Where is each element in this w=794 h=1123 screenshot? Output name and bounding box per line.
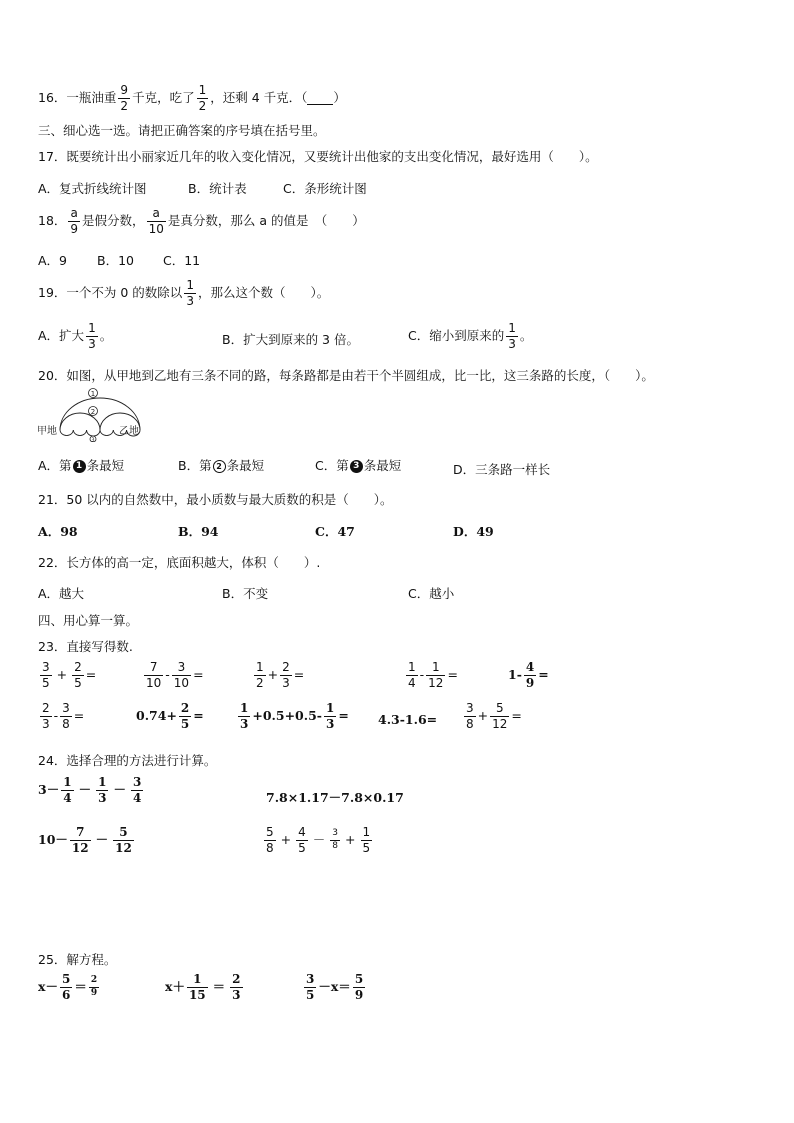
path-marker-1: 1 [90, 390, 96, 398]
circled-number-3: 3 [350, 460, 363, 473]
question-number: 16． [38, 89, 67, 105]
option-d[interactable]: D．49 [453, 524, 494, 539]
question-16: 16． 一瓶油重 $\frac{9}{2}$ 千克，吃了 $\frac{1}{2}$ ，还剩 4 千克．（ ） [38, 83, 346, 113]
expression: 4.3-1.6= [378, 712, 438, 727]
equation: x－ $\frac{5}{6}$ ＝ $\frac{2}{9}$ [38, 972, 98, 1002]
section-heading: 三、细心选一选。请把正确答案的序号填在括号里。 [38, 123, 326, 138]
question-23: 23．直接写得数. [38, 639, 133, 654]
option-c[interactable]: C．第 3 条最短 [315, 458, 402, 474]
fraction: $\frac{1}{3}$ [508, 321, 516, 351]
expression: $\frac{1}{3}$ +0.5+0.5- $\frac{1}{3}$ = [240, 701, 349, 731]
fraction: $\frac{1}{3}$ [186, 278, 194, 308]
option-b[interactable]: B．不变 [222, 586, 269, 601]
expression: $\frac{7}{10}$ - $\frac{3}{10}$ = [146, 660, 204, 690]
fraction: $\frac{1}{3}$ [88, 321, 96, 351]
expression: 3－ $\frac{1}{4}$ － $\frac{1}{3}$ － $\frac{3}{4}$ [38, 775, 142, 805]
question-18: 18． $\frac{a}{9}$ 是假分数， $\frac{a}{10}$ 是真分数，那么 a 的值是 （ ） [38, 206, 365, 236]
option-c[interactable]: C．缩小到原来的 $\frac{1}{3}$ 。 [408, 321, 533, 351]
question-19: 19． 一个不为 0 的数除以 $\frac{1}{3}$ ，那么这个数（ ）。 [38, 278, 330, 308]
equation: $\frac{3}{5}$ －x＝ $\frac{5}{9}$ [306, 972, 364, 1002]
fraction: $\frac{a}{9}$ [70, 206, 79, 236]
question-17: 17．既要统计出小丽家近几年的收入变化情况，又要统计出他家的支出变化情况，最好选用（ ）。 [38, 149, 598, 164]
option-b[interactable]: B．统计表 [188, 181, 247, 196]
option-b[interactable]: B．扩大到原来的 3 倍。 [222, 332, 359, 347]
fraction: $\frac{1}{2}$ [198, 83, 207, 113]
expression: $\frac{1}{2}$ + $\frac{2}{3}$ = [256, 660, 305, 690]
option-a[interactable]: A．98 [38, 524, 78, 539]
expression: $\frac{1}{4}$ - $\frac{1}{12}$ = [408, 660, 458, 690]
expression: $\frac{5}{8}$ + $\frac{4}{5}$ － $\frac{3}{8}$ + $\frac{1}{5}$ [266, 825, 371, 855]
option-b[interactable]: B．10 [97, 253, 134, 268]
question-24: 24．选择合理的方法进行计算。 [38, 753, 217, 768]
question-21: 21．50 以内的自然数中，最小质数与最大质数的积是（ ）。 [38, 492, 393, 507]
option-a[interactable]: A．越大 [38, 586, 85, 601]
diagram-label-end: 乙地 [119, 426, 139, 437]
option-a[interactable]: A．9 [38, 253, 68, 268]
option-c[interactable]: C．越小 [408, 586, 455, 601]
option-a[interactable]: A．第 1 条最短 [38, 458, 125, 474]
diagram-label-start: 甲地 [37, 426, 57, 437]
answer-blank[interactable] [307, 92, 333, 105]
expression: 0.74+ $\frac{2}{5}$ = [136, 701, 204, 731]
section-heading: 四、用心算一算。 [38, 613, 139, 628]
expression: $\frac{2}{3}$ - $\frac{3}{8}$ = [42, 701, 85, 731]
expression: $\frac{3}{5}$ + $\frac{2}{5}$ = [42, 660, 97, 690]
question-22: 22．长方体的高一定，底面积越大，体积（ ）. [38, 555, 321, 570]
option-a[interactable]: A．扩大 $\frac{1}{3}$ 。 [38, 321, 113, 351]
option-c[interactable]: C．47 [315, 524, 355, 539]
equation: x＋ $\frac{1}{15}$ ＝ $\frac{2}{3}$ [165, 972, 241, 1002]
expression: 10－ $\frac{7}{12}$ － $\frac{5}{12}$ [38, 825, 132, 855]
option-b[interactable]: B．第 2 条最短 [178, 458, 265, 474]
fraction: $\frac{9}{2}$ [120, 83, 129, 113]
semicircle-path-diagram [36, 386, 148, 442]
circled-number-2: 2 [213, 460, 226, 473]
option-d[interactable]: D．三条路一样长 [453, 462, 551, 477]
option-b[interactable]: B．94 [178, 524, 219, 539]
expression: 7.8×1.17－7.8×0.17 [266, 790, 404, 805]
expression: $\frac{3}{8}$ + $\frac{5}{12}$ = [466, 701, 522, 731]
question-25: 25．解方程。 [38, 952, 117, 967]
option-c[interactable]: C．条形统计图 [283, 181, 367, 196]
option-c[interactable]: C．11 [163, 253, 201, 268]
expression: 1- $\frac{4}{9}$ = [508, 660, 549, 690]
circled-number-1: 1 [73, 460, 86, 473]
fraction: $\frac{a}{10}$ [148, 206, 164, 236]
path-marker-3: 3 [91, 437, 95, 442]
question-20: 20．如图，从甲地到乙地有三条不同的路，每条路都是由若干个半圆组成，比一比，这三条路的长度，（ ）。 [38, 368, 654, 383]
path-marker-2: 2 [90, 408, 96, 416]
option-a[interactable]: A．复式折线统计图 [38, 181, 147, 196]
